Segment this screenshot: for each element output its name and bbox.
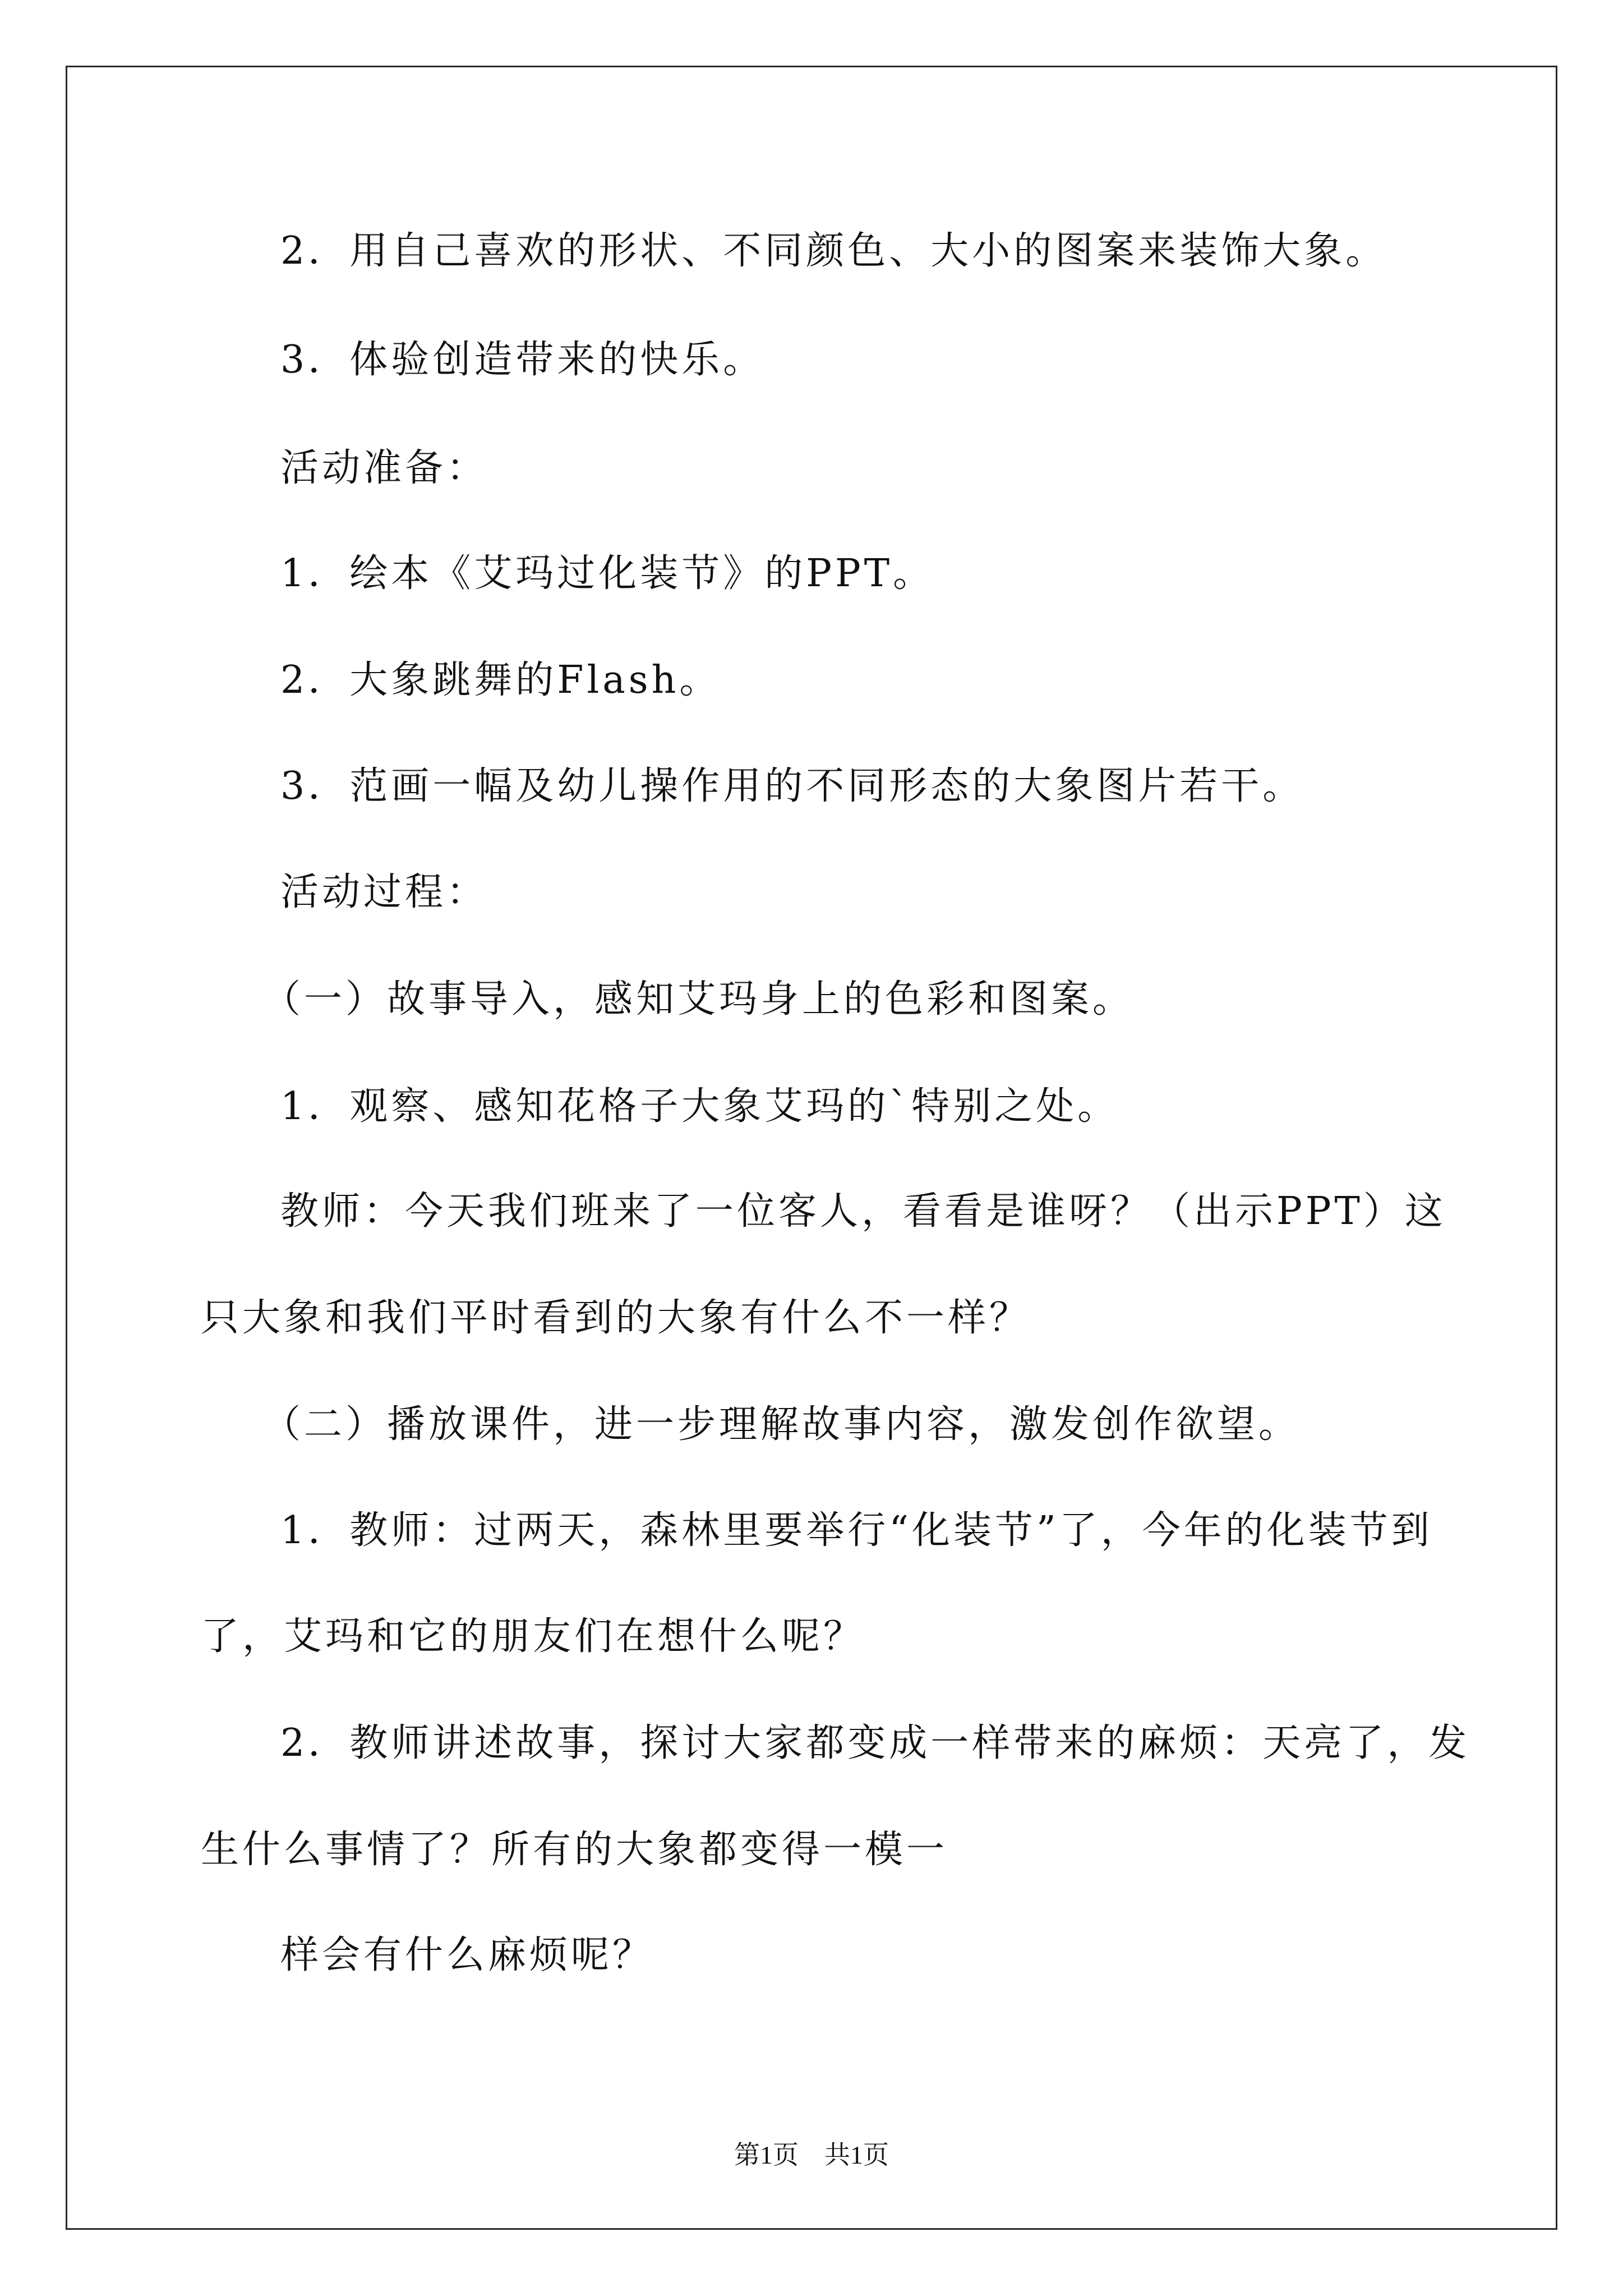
text-line: 了，艾玛和它的朋友们在想什么呢？ — [201, 1614, 865, 1659]
text-line: 教师：今天我们班来了一位客人，看看是谁呀？（出示PPT）这 — [280, 1189, 1446, 1234]
text-line: 1．教师：过两天，森林里要举行“化装节”了，今年的化装节到 — [280, 1508, 1433, 1553]
text-line: 1．绘本《艾玛过化装节》的PPT。 — [280, 551, 935, 596]
text-line: 3．体验创造带来的快乐。 — [280, 338, 765, 382]
page-footer: 第1页 共1页 — [734, 2141, 889, 2169]
text-line: （一）故事导入，感知艾玛身上的色彩和图案。 — [262, 977, 1135, 1022]
text-line: （二）播放课件，进一步理解故事内容，激发创作欲望。 — [262, 1402, 1301, 1447]
text-line: 3．范画一幅及幼儿操作用的不同形态的大象图片若干。 — [280, 764, 1304, 808]
text-line: 样会有什么麻烦呢？ — [280, 1933, 654, 1977]
text-line: 生什么事情了？所有的大象都变得一模一 — [201, 1828, 948, 1872]
text-line: 1．观察、感知花格子大象艾玛的`特别之处。 — [280, 1084, 1119, 1129]
page-border — [66, 66, 1557, 2230]
text-line: 只大象和我们平时看到的大象有什么不一样？ — [201, 1296, 1031, 1340]
text-line: 2．教师讲述故事，探讨大家都变成一样带来的麻烦：天亮了，发 — [280, 1721, 1470, 1765]
text-line: 2．用自己喜欢的形状、不同颜色、大小的图案来装饰大象。 — [280, 229, 1387, 273]
text-line: 2．大象跳舞的Flash。 — [280, 658, 721, 702]
section-heading: 活动准备： — [280, 446, 488, 490]
section-heading: 活动过程： — [280, 870, 488, 914]
